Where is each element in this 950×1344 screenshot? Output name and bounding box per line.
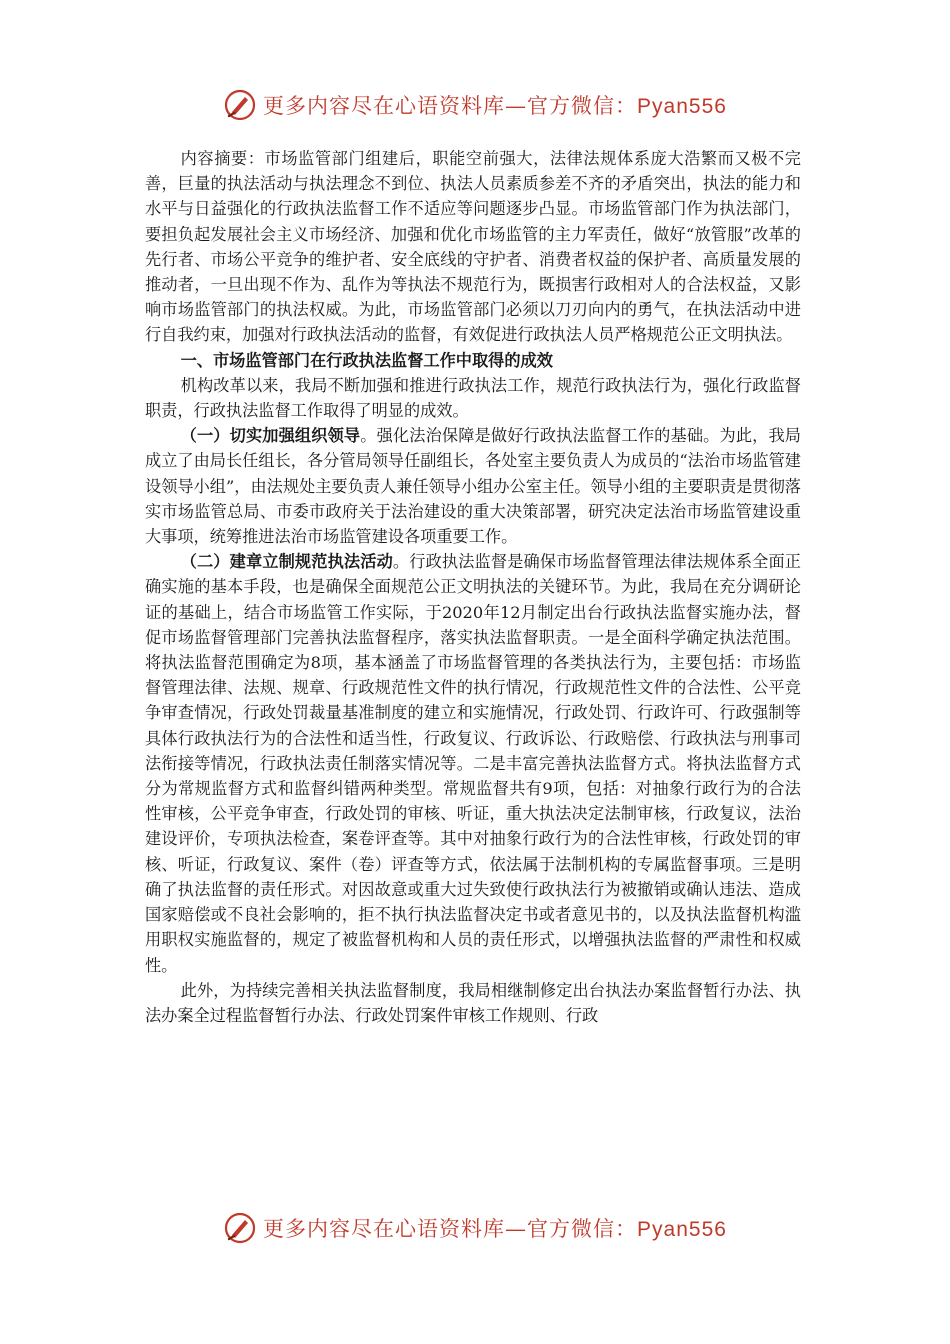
banner-wechat-id: Pyan556 — [637, 95, 727, 118]
section1-body: 。强化法治保障是做好行政执法监督工作的基础。为此，我局成立了由局长任组长，各分管局领导任副组长，各处室主要负责人为成员的“法治市场监管建设领导小组”，由法规处主要负责人兼任领导小组办公室主任。领导小组的主要职责是贯彻落实市场监管总局、市委市政府关于法治建设的重大决策部署，研究决定法治市场监管建设重大事项，统筹推进法治市场监管建设各项重要工作。 — [145, 426, 801, 547]
intro-paragraph: 机构改革以来，我局不断加强和推进行政执法工作，规范行政执法行为，强化行政监督职责，行政执法监督工作取得了明显的成效。 — [145, 375, 801, 421]
footer-banner — [0, 1208, 950, 1248]
section2-paragraph — [145, 549, 801, 977]
section1-paragraph — [145, 423, 801, 549]
closing-paragraph: 此外，为持续完善相关执法监督制度，我局相继制修定出台执法办案监督暂行办法、执法办案全过程监督暂行办法、行政处罚案件审核工作规则、行政 — [145, 980, 801, 1025]
abstract-paragraph: 内容摘要：市场监管部门组建后，职能空前强大，法律法规体系庞大浩繁而又极不完善，巨量的执法活动与执法理念不到位、执法人员素质参差不齐的矛盾突出，执法的能力和水平与日益强化的行政执法监督工作不适应等问题逐步凸显。市场监管部门作为执法部门，要担负起发展社会主义市场经济、加强和优化市场监管的主力军责任，做好“放管服”改革的先行者、市场公平竞争的维护者、安全底线的守护者、消费者权益的保护者、高质量发展的推动者，一旦出现不作为、乱作为等执法不规范行为，既损害行政相对人的合法权益，又影响市场监管部门的执法权威。为此，市场监管部门必须以刀刃向内的勇气，在执法活动中进行自我约束，加强对行政执法活动的监督，有效促进行政执法人员严格规范公正文明执法。 — [145, 149, 801, 345]
header-banner — [0, 85, 950, 125]
document-body — [145, 146, 801, 1028]
banner-main-text: 更多内容尽在心语资料库—官方微信： — [263, 1217, 638, 1241]
section2-body: 。行政执法监督是确保市场监督管理法律法规体系全面正确实施的基本手段，也是确保全面规范公正文明执法的关键环节。为此，我局在充分调研论证的基础上，结合市场监管工作实际，于2020年12月制定出台行政执法监督实施办法，督促市场监督管理部门完善执法监督程序，落实执法监督职责。一是全面科学确定执法范围。将执法监督范围确定为8项，基本涵盖了市场监督管理的各类执法行为，主要包括：市场监督管理法律、法规、规章、行政规范性文件的执行情况，行政规范性文件的合法性、公平竞争审查情况，行政处罚裁量基准制度的建立和实施情况，行政处罚、行政许可、行政强制等具体行政执法行为的合法性和适当性，行政复议、行政诉讼、行政赔偿、行政执法与刑事司法衔接等情况，行政执法责任制落实情况等。二是丰富完善执法监督方式。将执法监督方式分为常规监督方式和监督纠错两种类型。常规监督共有9项，包括：对抽象行政行为的合法性审核，公平竞争审查，行政处罚的审核、听证，重大执法决定法制审核，行政复议，法治建设评价，专项执法检查，案卷评查等。其中对抽象行政行为的合法性审核，行政处罚的审核、听证，行政复议、案件（卷）评查等方式，依法属于法制机构的专属监督事项。三是明确了执法监督的责任形式。对因故意或重大过失致使行政执法行为被撤销或确认违法、造成国家赔偿或不良社会影响的，拒不执行执法监督决定书或者意见书的，以及执法监督机构滥用职权实施监督的，规定了被监督机构和人员的责任形式，以增强执法监督的严肃性和权威性。 — [145, 552, 801, 975]
banner-main-text: 更多内容尽在心语资料库—官方微信： — [263, 94, 638, 118]
pen-logo-icon — [223, 1211, 257, 1245]
section-heading: 一、市场监管部门在行政执法监督工作中取得的成效 — [180, 350, 553, 370]
pen-logo-icon — [223, 88, 257, 122]
banner-wechat-id: Pyan556 — [637, 1218, 727, 1241]
section1-title: （一）切实加强组织领导 — [180, 426, 361, 446]
banner-text — [263, 1213, 727, 1243]
section2-title: （二）建章立制规范执法活动 — [180, 552, 393, 572]
banner-text — [263, 90, 727, 120]
